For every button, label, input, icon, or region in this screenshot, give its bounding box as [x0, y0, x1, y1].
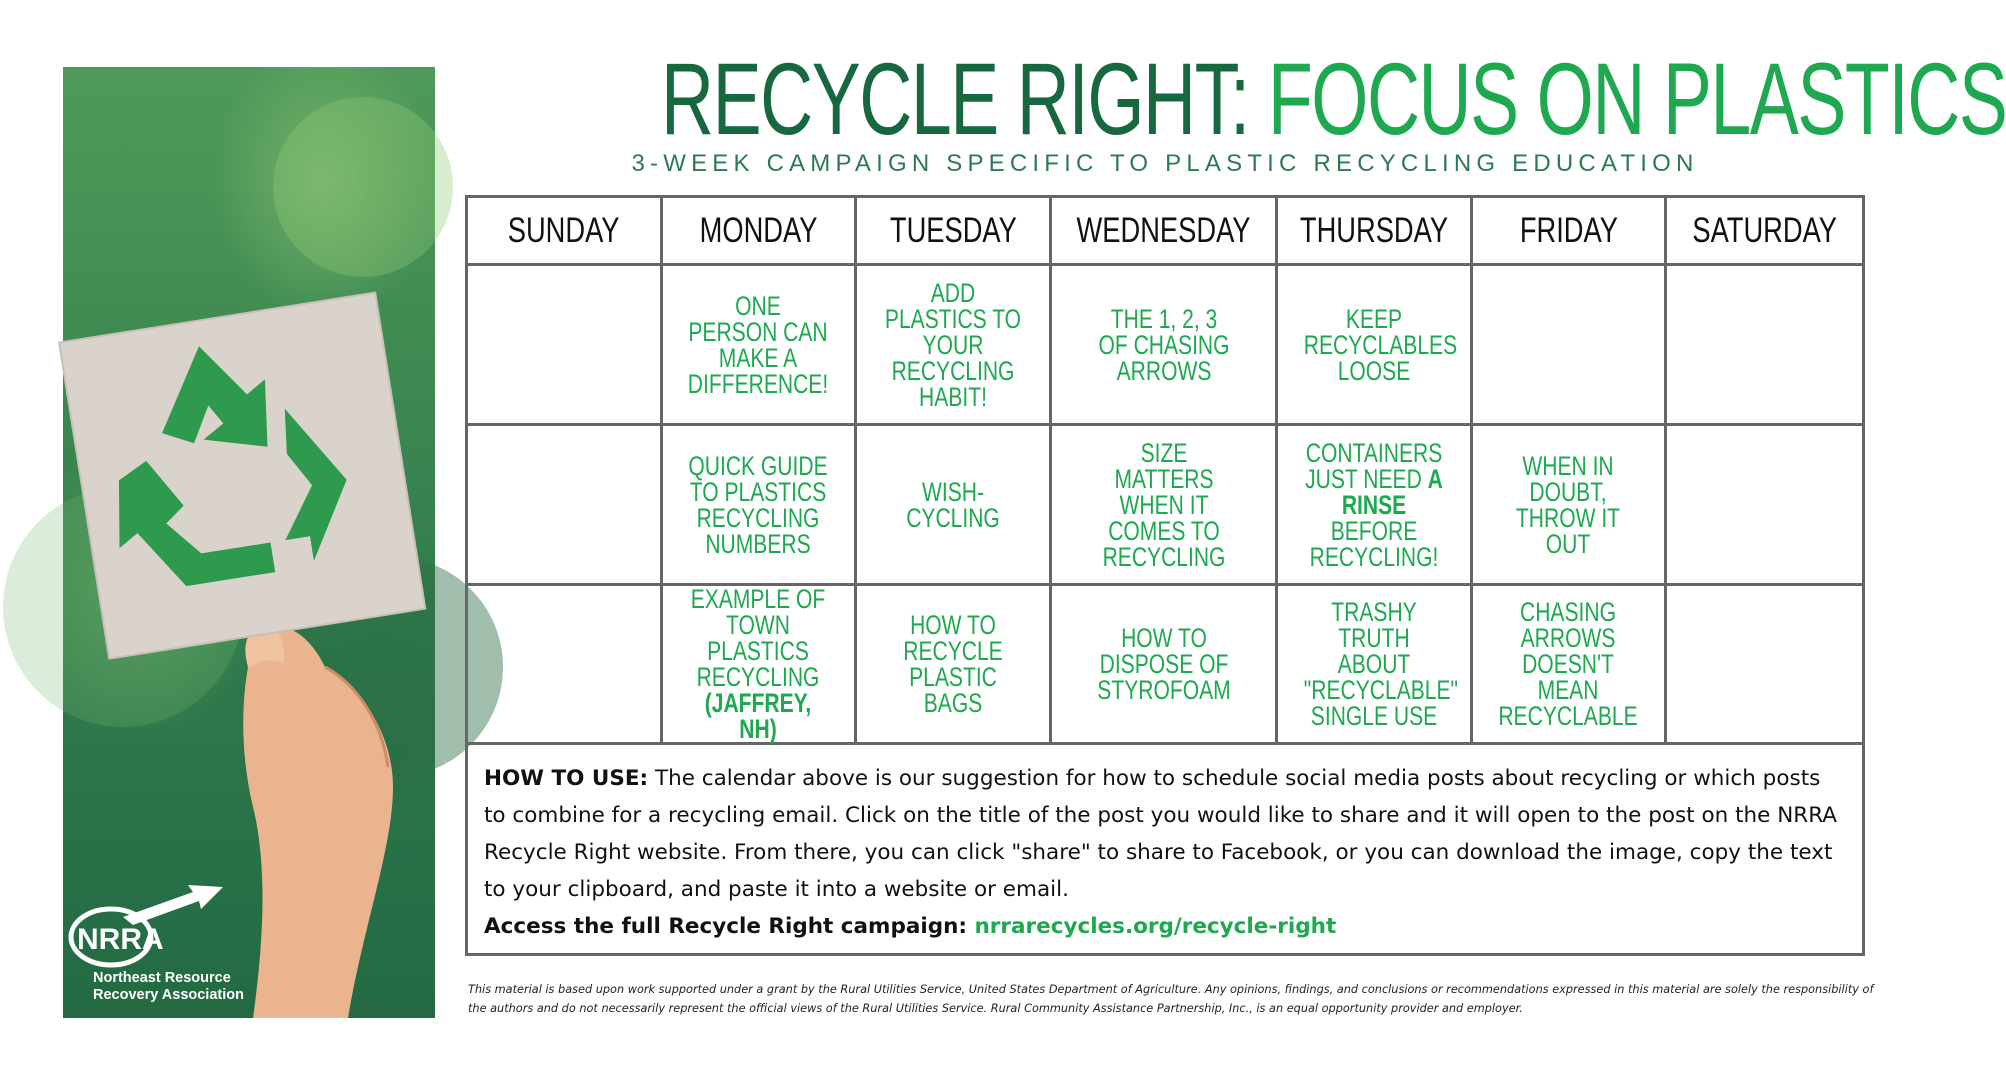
day-header-label: FRIDAY [1519, 210, 1618, 250]
calendar-cell-w2-thursday [1278, 426, 1473, 586]
day-header-label: SATURDAY [1692, 210, 1837, 250]
calendar-cell-w1-wednesday [1052, 266, 1278, 426]
post-link[interactable]: HOW TO DISPOSE OF STYROFOAM [1096, 623, 1231, 705]
day-header-tuesday [857, 198, 1052, 266]
campaign-link[interactable]: nrrarecycles.org/recycle-right [974, 914, 1337, 939]
post-link[interactable]: HOW TO RECYCLE PLASTIC BAGS [903, 610, 1003, 718]
post-link[interactable]: KEEP RECYCLABLES LOOSE [1303, 303, 1457, 386]
post-text: BEFORE RECYCLING! [1309, 515, 1439, 572]
post-link[interactable]: CHASING ARROWS DOESN'T MEAN RECYCLABLE [1498, 597, 1639, 731]
calendar-cell-w1-tuesday [857, 266, 1052, 426]
calendar-cell-w2-tuesday [857, 426, 1052, 586]
day-header-label: MONDAY [699, 210, 818, 250]
post-text-bold: (JAFFREY, NH) [705, 688, 812, 744]
day-header-label: WEDNESDAY [1076, 210, 1251, 250]
post-link[interactable] [1304, 437, 1444, 572]
post-link[interactable]: TRASHY TRUTH ABOUT "RECYCLABLE" SINGLE USE [1303, 597, 1458, 731]
post-link[interactable]: SIZE MATTERS WHEN IT COMES TO RECYCLING [1102, 437, 1225, 572]
how-to-use-text [484, 760, 1846, 908]
calendar-cell-w1-monday [663, 266, 858, 426]
calendar-cell-w2-sunday [468, 426, 663, 586]
svg-text:NRRA: NRRA [77, 923, 164, 956]
post-link[interactable]: WISH-CYCLING [906, 476, 1000, 533]
post-link[interactable] [688, 586, 828, 742]
hand-holding-recycle-sign-illustration [63, 67, 435, 1018]
hero-image [63, 67, 435, 1018]
page-title [661, 42, 2006, 156]
calendar-cell-w3-wednesday [1052, 586, 1278, 742]
post-link[interactable]: THE 1, 2, 3 OF CHASING ARROWS [1097, 303, 1230, 386]
post-text: EXAMPLE OF TOWN PLASTICS RECYCLING [691, 584, 826, 692]
how-to-use-box [465, 742, 1865, 956]
nrra-logo-icon [71, 885, 223, 965]
access-label: Access the full Recycle Right campaign: [484, 914, 975, 939]
calendar-cell-w2-monday [663, 426, 858, 586]
how-to-use-label: HOW TO USE: [484, 766, 649, 791]
calendar-cell-w1-sunday [468, 266, 663, 426]
nrra-caption [93, 970, 244, 1004]
day-header-sunday [468, 198, 663, 266]
recycle-card [59, 293, 425, 659]
day-header-friday [1473, 198, 1668, 266]
day-header-saturday [1667, 198, 1862, 266]
day-header-label: TUESDAY [889, 210, 1017, 250]
access-line [484, 908, 1846, 945]
calendar-cell-w1-thursday [1278, 266, 1473, 426]
campaign-calendar [465, 195, 1865, 745]
post-text-bold: A RINSE [1341, 463, 1443, 520]
post-link[interactable]: QUICK GUIDE TO PLASTICS RECYCLING NUMBERS [688, 450, 829, 559]
day-header-label: THURSDAY [1299, 210, 1448, 250]
day-header-label: SUNDAY [507, 210, 620, 250]
day-header-wednesday [1052, 198, 1278, 266]
nrra-caption-line2: Recovery Association [93, 987, 244, 1003]
calendar-cell-w2-wednesday [1052, 426, 1278, 586]
calendar-cell-w3-friday [1473, 586, 1668, 742]
funding-disclaimer: This material is based upon work supported under a grant by the Rural Utilities Service, United States Department of Agriculture. Any opinions, findings, and conclusions or recommendations expressed in this material are solely the responsibility of the authors and do not necessarily represent the official views of the Rural Utilities Service. Rural Community Assistance Partnership, Inc., is an equal opportunity provider and employer. [468, 983, 1874, 1015]
calendar-cell-w2-saturday [1667, 426, 1862, 586]
page-title-part2: FOCUS ON PLASTICS [1267, 42, 2006, 156]
day-header-monday [663, 198, 858, 266]
page-subtitle: 3-WEEK CAMPAIGN SPECIFIC TO PLASTIC RECYCLING EDUCATION [631, 150, 1699, 177]
post-link[interactable]: ADD PLASTICS TO YOUR RECYCLING HABIT! [885, 277, 1022, 412]
calendar-cell-w3-tuesday [857, 586, 1052, 742]
calendar-cell-w3-sunday [468, 586, 663, 742]
day-header-thursday [1278, 198, 1473, 266]
calendar-cell-w1-saturday [1667, 266, 1862, 426]
nrra-caption-line1: Northeast Resource [93, 970, 231, 986]
calendar-cell-w3-saturday [1667, 586, 1862, 742]
page-title-part1: RECYCLE RIGHT: [661, 42, 1268, 156]
post-link[interactable]: WHEN IN DOUBT, THROW IT OUT [1516, 450, 1621, 559]
post-link[interactable]: ONE PERSON CAN MAKE A DIFFERENCE! [688, 290, 829, 399]
calendar-cell-w3-monday [663, 586, 858, 742]
post-text: CONTAINERS JUST NEED [1304, 437, 1443, 494]
calendar-cell-w1-friday [1473, 266, 1668, 426]
calendar-cell-w2-friday [1473, 426, 1668, 586]
how-to-use-body: The calendar above is our suggestion for how to schedule social media posts about recycling or which posts to combine for a recycling email. Click on the title of the post you would like to share and it will open to the post on the NRRA Recycle Right website. From there, you can click "share" to share to Facebook, or you can download the image, copy the text to your clipboard, and paste it into a website or email. [484, 766, 1838, 902]
calendar-cell-w3-thursday [1278, 586, 1473, 742]
